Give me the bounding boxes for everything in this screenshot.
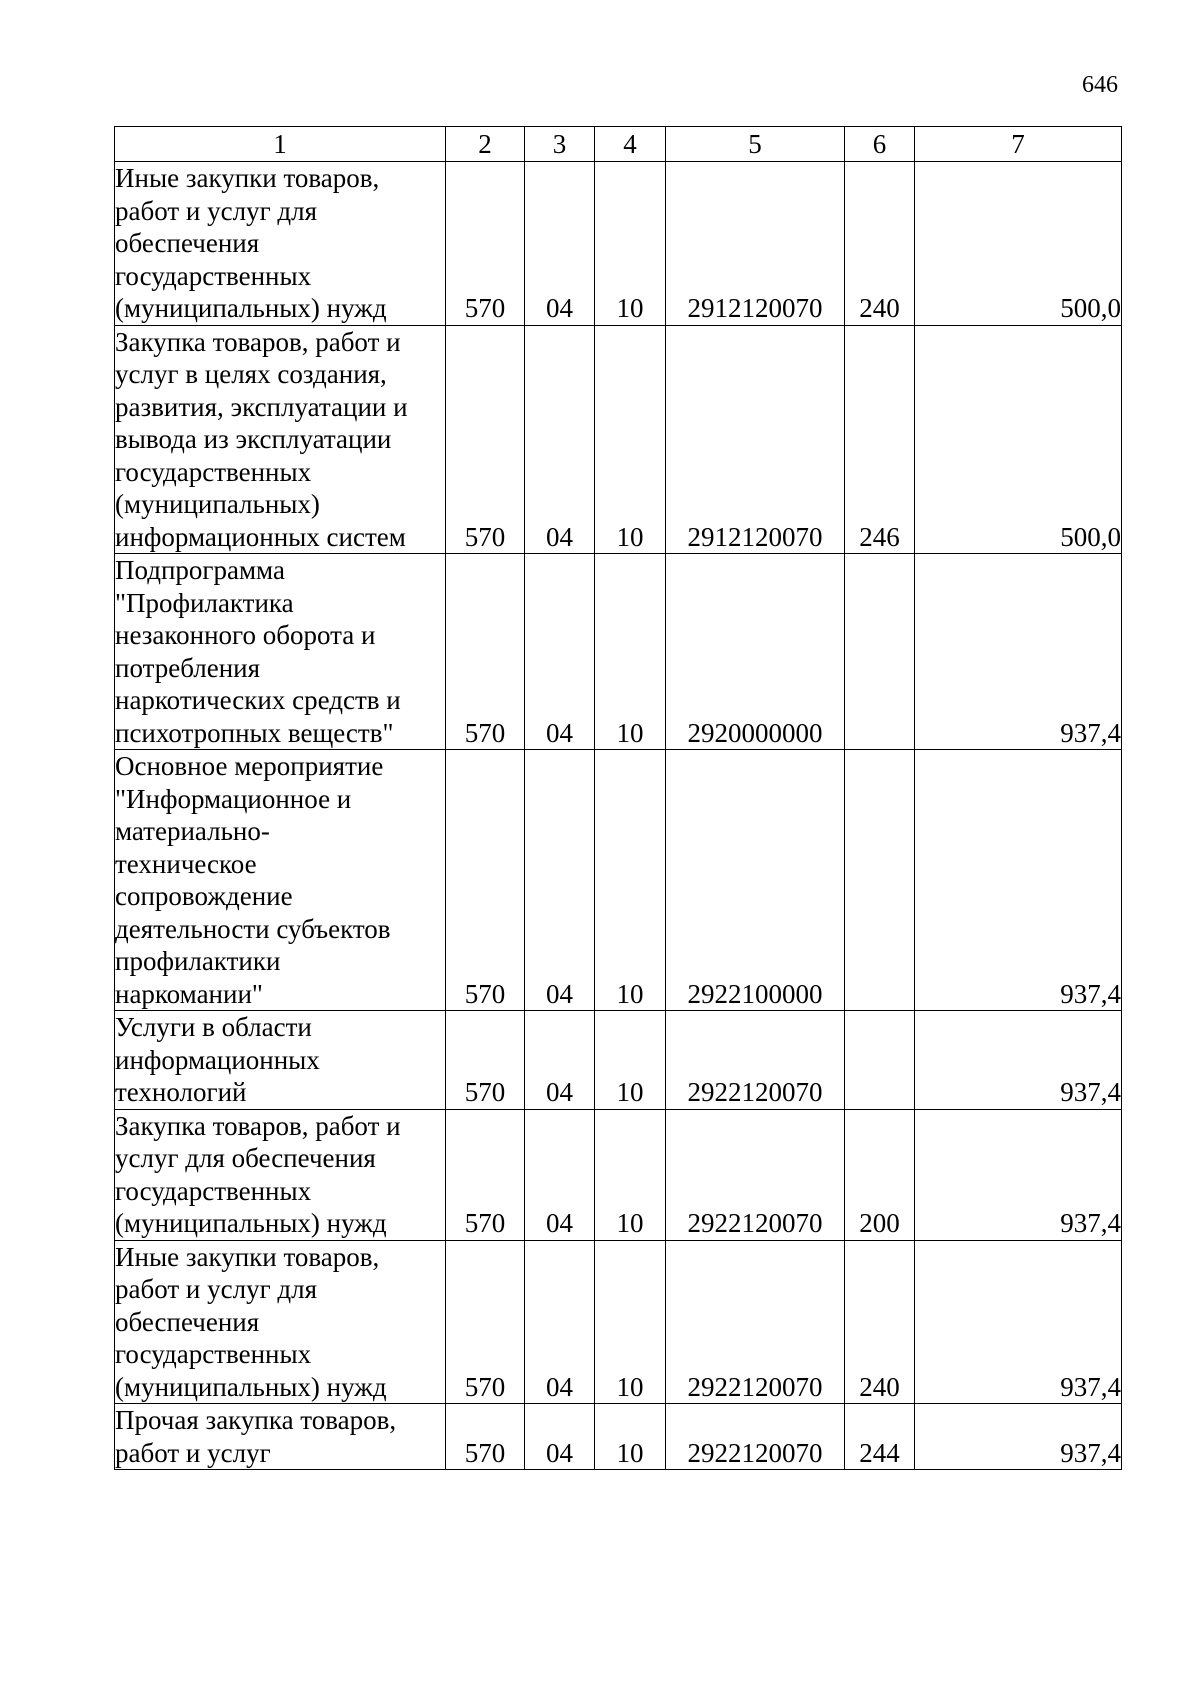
header-col-5: 5 bbox=[666, 127, 845, 162]
table-row bbox=[115, 325, 1122, 554]
row-ministry-code: 570 bbox=[446, 1240, 525, 1404]
row-name: Подпрограмма "Профилактика незаконного оборота и потребления наркотических средств и психотропных веществ" bbox=[115, 554, 446, 750]
row-expense-type: 200 bbox=[845, 1109, 915, 1240]
row-expense-type: 240 bbox=[845, 1240, 915, 1404]
row-amount: 937,4 bbox=[915, 750, 1122, 1011]
table-row bbox=[115, 1404, 1122, 1470]
header-col-4: 4 bbox=[595, 127, 666, 162]
row-section-code: 04 bbox=[525, 1011, 595, 1110]
row-ministry-code: 570 bbox=[446, 554, 525, 750]
row-subsection-code: 10 bbox=[595, 1404, 666, 1470]
row-target-article: 2922100000 bbox=[666, 750, 845, 1011]
row-expense-type: 240 bbox=[845, 162, 915, 326]
header-col-3: 3 bbox=[525, 127, 595, 162]
row-expense-type: 246 bbox=[845, 325, 915, 554]
row-subsection-code: 10 bbox=[595, 325, 666, 554]
row-amount: 937,4 bbox=[915, 1404, 1122, 1470]
row-ministry-code: 570 bbox=[446, 1109, 525, 1240]
row-subsection-code: 10 bbox=[595, 1109, 666, 1240]
table-row bbox=[115, 1011, 1122, 1110]
table-row bbox=[115, 554, 1122, 750]
table-row bbox=[115, 1240, 1122, 1404]
budget-table bbox=[114, 126, 1122, 1470]
row-ministry-code: 570 bbox=[446, 1011, 525, 1110]
page-number: 646 bbox=[1082, 72, 1118, 98]
row-section-code: 04 bbox=[525, 750, 595, 1011]
row-name: Иные закупки товаров, работ и услуг для обеспечения государственных (муниципальных) нужд bbox=[115, 1240, 446, 1404]
header-col-2: 2 bbox=[446, 127, 525, 162]
row-section-code: 04 bbox=[525, 554, 595, 750]
row-subsection-code: 10 bbox=[595, 554, 666, 750]
row-name: Прочая закупка товаров, работ и услуг bbox=[115, 1404, 446, 1470]
row-ministry-code: 570 bbox=[446, 750, 525, 1011]
row-subsection-code: 10 bbox=[595, 750, 666, 1011]
row-amount: 937,4 bbox=[915, 1109, 1122, 1240]
row-name: Закупка товаров, работ и услуг в целях создания, развития, эксплуатации и вывода из эксплуатации государственных (муниципальных) информационных систем bbox=[115, 325, 446, 554]
row-ministry-code: 570 bbox=[446, 1404, 525, 1470]
header-col-6: 6 bbox=[845, 127, 915, 162]
row-section-code: 04 bbox=[525, 1109, 595, 1240]
header-col-7: 7 bbox=[915, 127, 1122, 162]
table-row bbox=[115, 162, 1122, 326]
row-subsection-code: 10 bbox=[595, 1240, 666, 1404]
row-expense-type bbox=[845, 1011, 915, 1110]
table-row bbox=[115, 1109, 1122, 1240]
row-amount: 500,0 bbox=[915, 325, 1122, 554]
row-target-article: 2912120070 bbox=[666, 162, 845, 326]
row-target-article: 2922120070 bbox=[666, 1404, 845, 1470]
row-expense-type: 244 bbox=[845, 1404, 915, 1470]
row-target-article: 2922120070 bbox=[666, 1240, 845, 1404]
row-name: Иные закупки товаров, работ и услуг для обеспечения государственных (муниципальных) нужд bbox=[115, 162, 446, 326]
row-section-code: 04 bbox=[525, 1404, 595, 1470]
row-ministry-code: 570 bbox=[446, 162, 525, 326]
row-target-article: 2922120070 bbox=[666, 1011, 845, 1110]
row-name: Основное мероприятие "Информационное и материально- техническое сопровождение деятельности субъектов профилактики наркомании" bbox=[115, 750, 446, 1011]
row-expense-type bbox=[845, 554, 915, 750]
row-amount: 500,0 bbox=[915, 162, 1122, 326]
row-section-code: 04 bbox=[525, 1240, 595, 1404]
row-expense-type bbox=[845, 750, 915, 1011]
row-name: Услуги в области информационных технологий bbox=[115, 1011, 446, 1110]
row-subsection-code: 10 bbox=[595, 162, 666, 326]
row-section-code: 04 bbox=[525, 325, 595, 554]
header-row bbox=[115, 127, 1122, 162]
row-amount: 937,4 bbox=[915, 1011, 1122, 1110]
header-col-1: 1 bbox=[115, 127, 446, 162]
row-target-article: 2922120070 bbox=[666, 1109, 845, 1240]
row-target-article: 2920000000 bbox=[666, 554, 845, 750]
row-ministry-code: 570 bbox=[446, 325, 525, 554]
row-amount: 937,4 bbox=[915, 554, 1122, 750]
row-amount: 937,4 bbox=[915, 1240, 1122, 1404]
row-target-article: 2912120070 bbox=[666, 325, 845, 554]
row-name: Закупка товаров, работ и услуг для обеспечения государственных (муниципальных) нужд bbox=[115, 1109, 446, 1240]
row-section-code: 04 bbox=[525, 162, 595, 326]
table-row bbox=[115, 750, 1122, 1011]
row-subsection-code: 10 bbox=[595, 1011, 666, 1110]
